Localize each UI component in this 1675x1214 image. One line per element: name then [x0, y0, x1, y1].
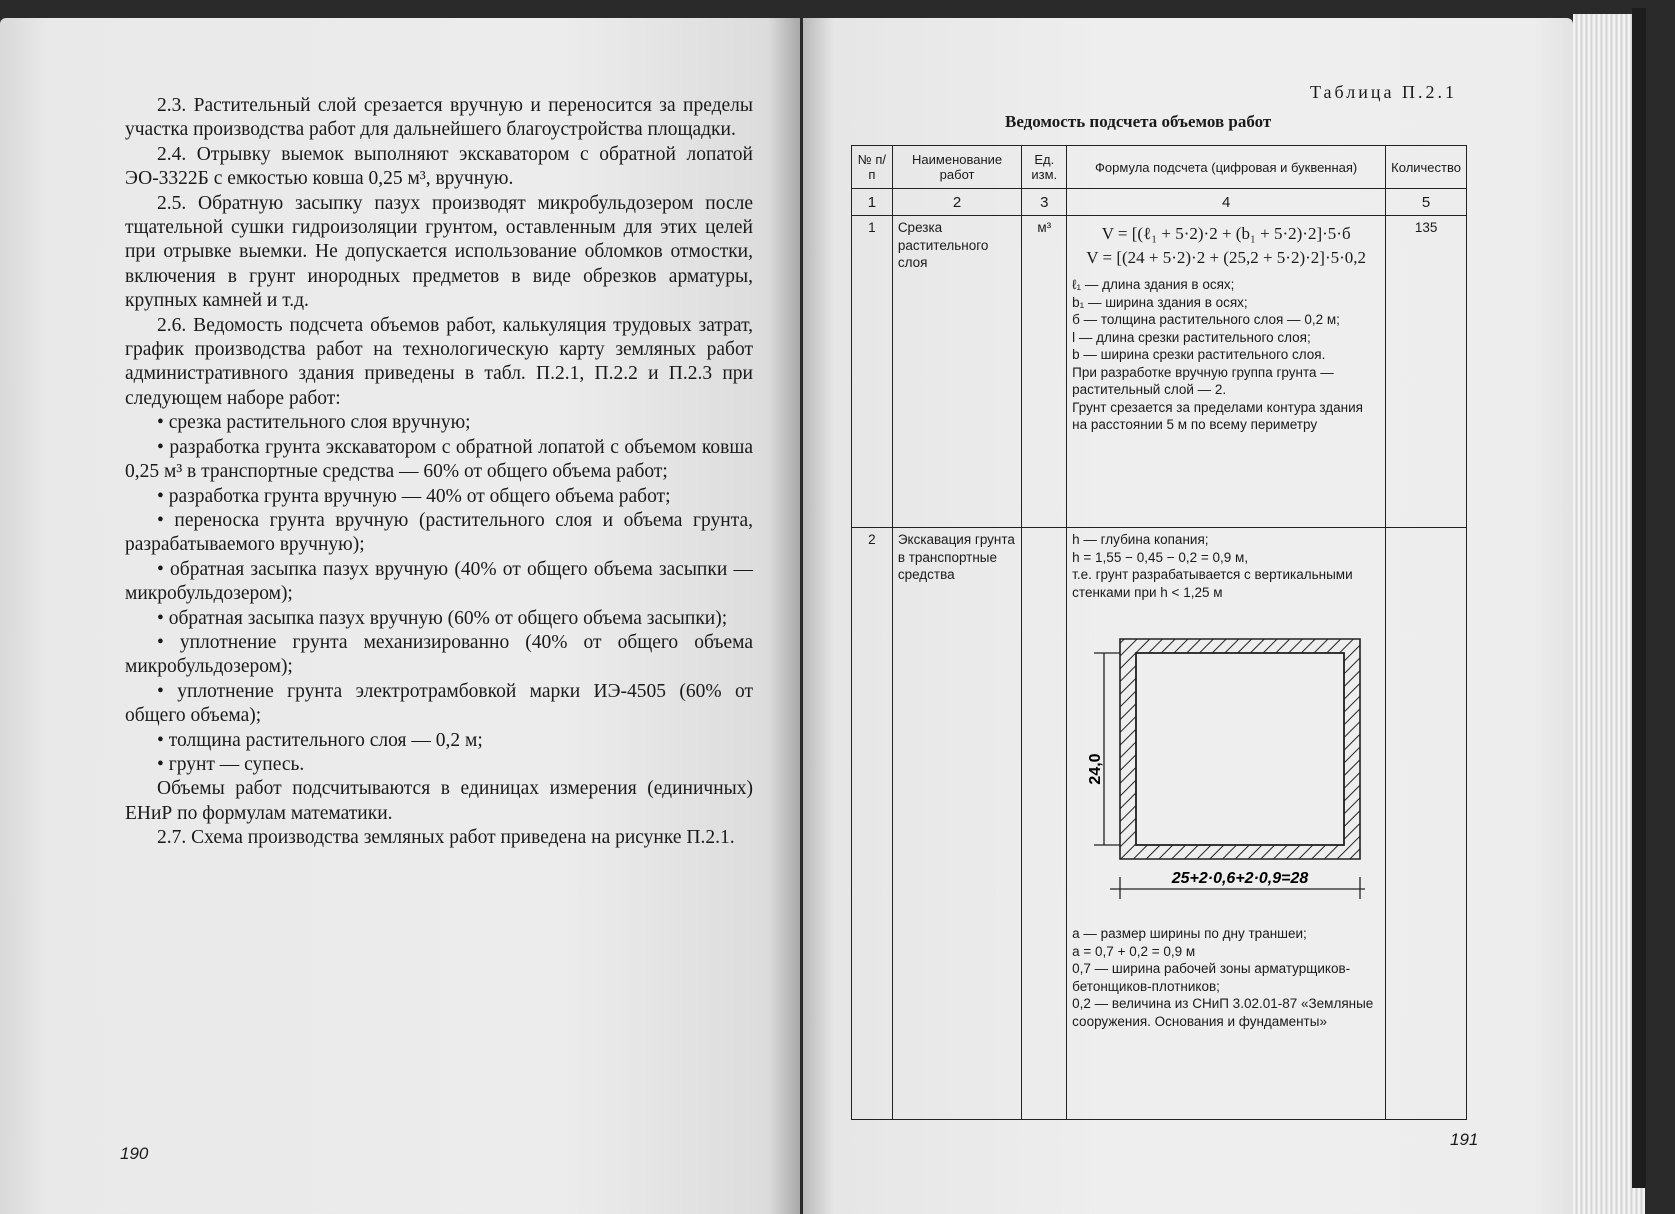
col-index: 3: [1022, 189, 1067, 216]
note-line: h — глубина копания;: [1072, 532, 1209, 548]
row-unit: [1022, 528, 1067, 1120]
list-item: • обратная засыпка пазух вручную (60% от общего объема засыпки);: [125, 607, 753, 631]
col-index: 5: [1386, 189, 1467, 216]
column-index-row: [852, 189, 1467, 216]
note-line: а = 0,7 + 0,2 = 0,9 м: [1072, 943, 1196, 959]
paragraph-2-3: 2.3. Растительный слой срезается вручную и переносится за пределы участка производства работ для дальнейшего благоустройства площадки.: [125, 95, 753, 141]
header-num: № п/п: [852, 146, 893, 189]
formula-digits: V = [(24 + 5·2)·2 + (25,2 + 5·2)·2]·5·0,2: [1086, 247, 1367, 267]
row-formula-cell: [1067, 528, 1386, 1120]
list-item: • разработка грунта вручную — 40% от общего объема работ;: [125, 485, 753, 509]
note-line: l — длина срезки растительного слоя;: [1072, 329, 1311, 345]
hatched-wall: [1120, 639, 1360, 859]
table-row: [852, 528, 1467, 1120]
col-index: 1: [852, 189, 893, 216]
note-line: b₁ — ширина здания в осях;: [1072, 294, 1248, 310]
list-item: • грунт — супесь.: [125, 753, 753, 777]
paragraph-2-5: 2.5. Обратную засыпку пазух производят микробульдозером после тщательной сушки гидроизоляции грунтом, оставленным для этих целей при отрывке выемки. Не допускается использование обломков отмостки, включения в грунт инородных предметов в виде обрезков арматуры, крупных камней и т.д.: [125, 192, 753, 312]
list-item: • разработка грунта экскаватором с обратной лопатой с объемом ковша 0,25 м³ в транспортные средства — 60% от общего объема работ;: [125, 436, 753, 485]
row-work-name: Экскавация грунта в транспортные средства: [892, 528, 1022, 1120]
table-label: Таблица П.2.1: [1310, 82, 1457, 102]
table-header-row: [852, 146, 1467, 189]
list-item: • уплотнение грунта электротрамбовкой марки ИЭ-4505 (60% от общего объема);: [125, 680, 753, 729]
formula-notes: [1072, 276, 1380, 434]
row-work-name: Срезка растительного слоя: [892, 216, 1022, 528]
note-line: Грунт срезается за пределами контура здания на расстоянии 5 м по всему периметру: [1072, 399, 1363, 433]
col-index: 4: [1067, 189, 1386, 216]
list-item: • переноска грунта вручную (растительного слоя и объема грунта, разрабатываемого вручную);: [125, 509, 753, 558]
header-formula: Формула подсчета (цифровая и буквенная): [1067, 146, 1386, 189]
left-page-text: [125, 94, 753, 851]
table-row: [852, 216, 1467, 528]
list-item: • обратная засыпка пазух вручную (40% от общего объема засыпки — микробульдозером);: [125, 558, 753, 607]
vertical-dimension-label: 24,0: [1087, 753, 1105, 785]
excavation-plan-diagram: [1080, 619, 1380, 909]
row-qty: [1386, 528, 1467, 1120]
note-line: б — толщина растительного слоя — 0,2 м;: [1072, 312, 1340, 328]
list-item: • толщина растительного слоя — 0,2 м;: [125, 729, 753, 753]
row-formula-cell: [1067, 216, 1386, 528]
inner-contour: [1136, 653, 1344, 845]
note-line: 0,2 — величина из СНиП 3.02.01-87 «Земляные сооружения. Основания и фундаменты»: [1072, 996, 1374, 1029]
paragraph-2-4: 2.4. Отрывку выемок выполняют экскаватором с обратной лопатой ЭО-3322Б с емкостью ковша 0,25 м³, вручную.: [125, 143, 753, 190]
note-line: т.е. грунт разрабатывается с вертикальными стенками при h < 1,25 м: [1072, 567, 1353, 600]
col-index: 2: [892, 189, 1022, 216]
horizontal-dimension-label: 25+2·0,6+2·0,9=28: [1171, 870, 1309, 888]
row-qty: 135: [1386, 216, 1467, 528]
volumes-table: [851, 145, 1467, 1120]
row-unit: м³: [1022, 216, 1067, 528]
works-list: [125, 411, 753, 777]
note-line: ℓ₁ — длина здания в осях;: [1072, 277, 1235, 293]
row-num: 1: [852, 216, 893, 528]
paragraph-units: Объемы работ подсчитываются в единицах измерения (единичных) ЕНиР по формулам математики.: [125, 778, 753, 824]
formula-letters: V = [(ℓ₁ + 5·2)·2 + (b₁ + 5·2)·2]·5·б: [1101, 224, 1351, 244]
paragraph-2-6: 2.6. Ведомость подсчета объемов работ, калькуляция трудовых затрат, график производства работ на технологическую карту земляных работ административного здания приведены в табл. П.2.1, П.2.2 и П.2.3 при следующем наборе работ:: [125, 314, 753, 409]
note-line: b — ширина срезки растительного слоя.: [1072, 347, 1326, 363]
note-line: а — размер ширины по дну траншеи;: [1072, 926, 1307, 942]
page-number-left: 190: [120, 1144, 149, 1163]
note-line: h = 1,55 − 0,45 − 0,2 = 0,9 м,: [1072, 549, 1249, 565]
table-title: Ведомость подсчета объемов работ: [1005, 112, 1272, 131]
paragraph-2-7: 2.7. Схема производства земляных работ приведена на рисунке П.2.1.: [157, 827, 735, 849]
header-unit: Ед. изм.: [1022, 146, 1067, 189]
row-num: 2: [852, 528, 893, 1120]
header-qty: Количество: [1386, 146, 1467, 189]
note-line: При разработке вручную группа грунта — растительный слой — 2.: [1072, 364, 1334, 398]
bookmark-ribbon: [1632, 8, 1646, 1188]
list-item: • уплотнение грунта механизированно (40% от общего объема микробульдозером);: [125, 631, 753, 680]
header-name: Наименование работ: [892, 146, 1022, 189]
note-line: 0,7 — ширина рабочей зоны арматурщиков-бетонщиков-плотников;: [1072, 961, 1351, 994]
list-item: • срезка растительного слоя вручную;: [125, 411, 753, 435]
page-number-right: 191: [1450, 1130, 1479, 1149]
